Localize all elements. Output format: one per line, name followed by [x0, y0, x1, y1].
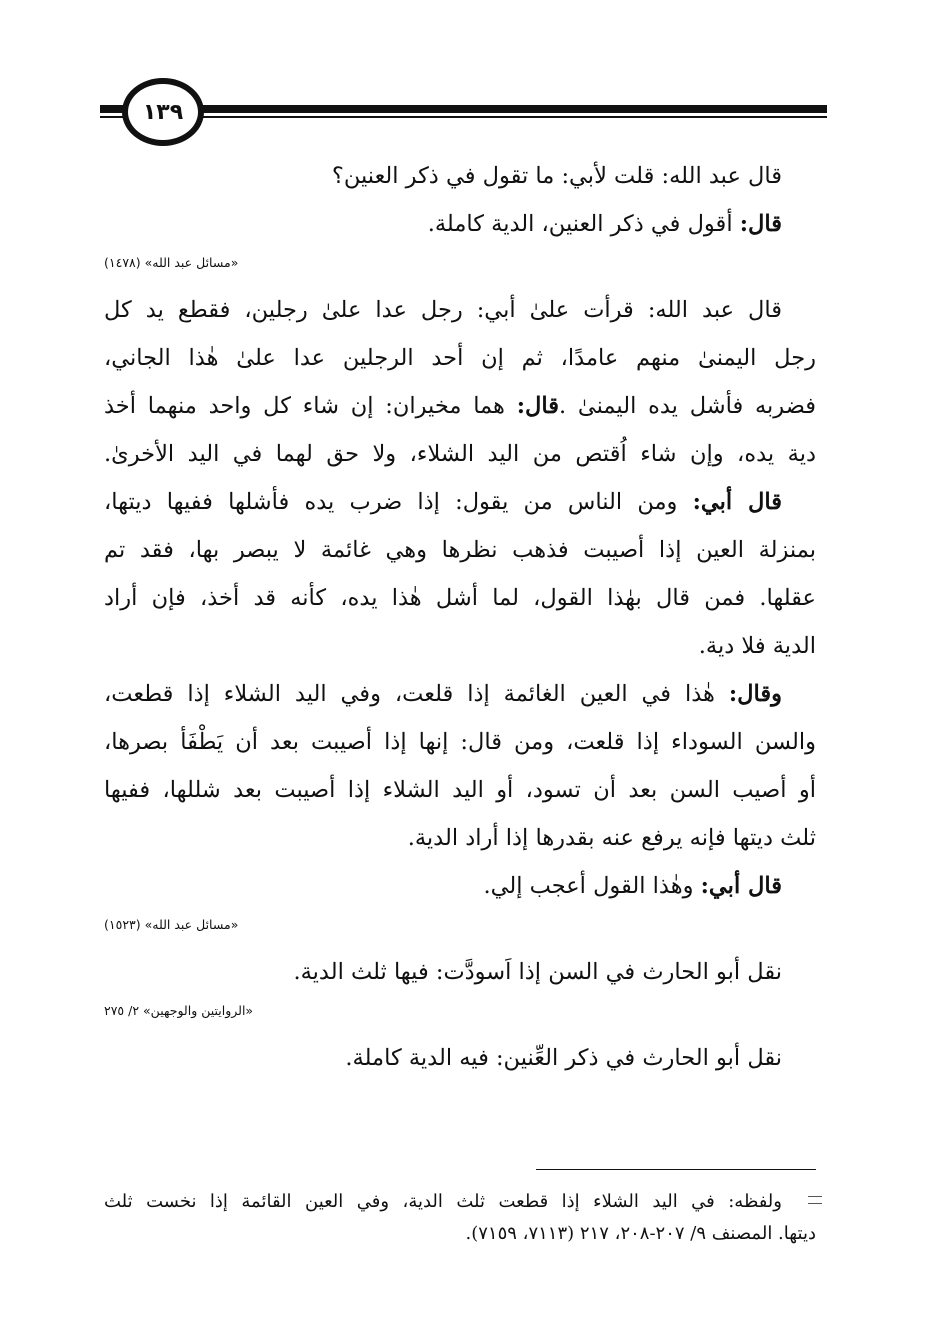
paragraph-line: أو أصيب السن بعد أن تسود، أو اليد الشلاء إذا أصيبت بعد شللها، ففيها: [104, 777, 816, 803]
paragraph-line: قال عبد الله: قلت لأبي: ما تقول في ذكر العنين؟: [331, 163, 782, 189]
paragraph-line: قال: أقول في ذكر العنين، الدية كاملة.: [427, 211, 782, 237]
source-citation: «مسائل عبد الله» (١٥٢٣): [104, 917, 239, 932]
page-body: [104, 152, 816, 1082]
footnote-line: ولفظه: في اليد الشلاء إذا قطعت ثلث الدية، وفي العين القائمة إذا نخست ثلث: [104, 1191, 782, 1212]
paragraph-line: قال عبد الله: قرأت علىٰ أبي: رجل عدا علىٰ رجلين، فقطع يد كل: [104, 297, 782, 323]
paragraph-line: فضربه فأشل يده اليمنىٰ .قال: هما مخيران: إن شاء كل واحد منهما أخذ: [104, 393, 816, 419]
page-number: ١٣٩: [142, 99, 184, 125]
footnote-line: ديتها. المصنف ٩/ ٢٠٧-٢٠٨، ٢١٧ (٧١١٣، ٧١٥٩).: [465, 1223, 816, 1244]
speaker-label: قال أبي:: [692, 489, 782, 515]
paragraph-line: قال أبي: ومن الناس من يقول: إذا ضرب يده فأشلها ففيها ديتها،: [104, 489, 782, 515]
page-number-badge: [122, 78, 204, 146]
source-citation: «مسائل عبد الله» (١٤٧٨): [104, 255, 239, 270]
paragraph-line: الدية فلا دية.: [698, 633, 816, 659]
header-rule: [100, 105, 827, 113]
paragraph-line: بمنزلة العين إذا أصيبت فذهب نظرها وهي غائمة لا يبصر بها، فقد تم: [104, 537, 816, 563]
paragraph-line: قال أبي: وهٰذا القول أعجب إلي.: [483, 873, 782, 899]
footnote-marker: [808, 1196, 822, 1204]
speaker-label: قال أبي:: [700, 873, 782, 899]
paragraph-line: ثلث ديتها فإنه يرفع عنه بقدرها إذا أراد الدية.: [407, 825, 816, 851]
footnote: [104, 1186, 816, 1250]
paragraph-line: دية يده، وإن شاء اُقتص من اليد الشلاء، ولا حق لهما في اليد الأخرىٰ.: [104, 441, 816, 467]
paragraph-line: وقال: هٰذا في العين الغائمة إذا قلعت، وفي اليد الشلاء إذا قطعت،: [104, 681, 782, 707]
speaker-label: قال:: [516, 393, 559, 419]
paragraph-line: والسن السوداء إذا قلعت، ومن قال: إنها إذا أصيبت بعد أن يَطْفَأ بصرها،: [104, 729, 816, 755]
source-citation: «الروايتين والوجهين» ٢/ ٢٧٥: [104, 1003, 254, 1018]
footnote-separator: [536, 1169, 816, 1170]
speaker-label: قال:: [739, 211, 782, 237]
header-rule-thin: [100, 116, 827, 118]
paragraph-line: نقل أبو الحارث في السن إذا اَسودَّت: فيها ثلث الدية.: [293, 959, 782, 985]
paragraph-line: نقل أبو الحارث في ذكر العِّنين: فيه الدية كاملة.: [345, 1045, 782, 1071]
page-header: [0, 70, 939, 150]
paragraph-line: رجل اليمنىٰ منهم عامدًا، ثم إن أحد الرجلين عدا علىٰ هٰذا الجاني،: [104, 345, 816, 371]
paragraph-line: عقلها. فمن قال بهٰذا القول، لما أشل هٰذا يده، كأنه قد أخذ، فإن أراد: [104, 585, 816, 611]
speaker-label: وقال:: [728, 681, 782, 707]
